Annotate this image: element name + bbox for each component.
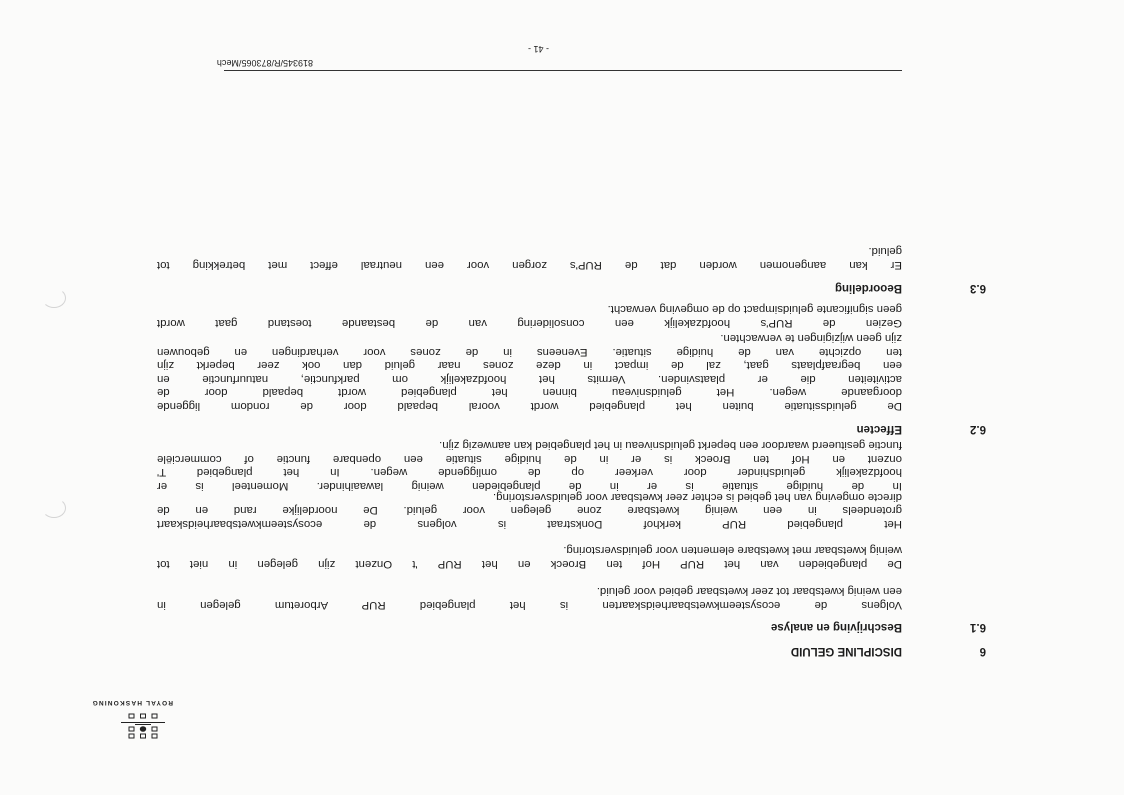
text-line: grotendeels in een weinig kwetsbare zone gelegen voor geluid. De noordelijke rand en de <box>157 504 902 517</box>
text-line: onzent en Hof ten Broeck is er in de huidige situatie een openbare functie of commerciële <box>157 452 902 465</box>
section-title: Effecten <box>856 423 902 435</box>
text-line: directe omgeving van het gebied is echter zeer kwetsbaar voor geluidsverstoring. <box>492 490 902 503</box>
section-number: 6.2 <box>970 423 986 435</box>
text-line: Gezien de RUP's hoofdzakelijk een consolidering van de bestaande toestand gaat wordt <box>157 317 902 329</box>
text-line: activiteiten die er plaatsvinden. Vermits het hoofdzakelijk om parkfunctie, natuurfunctie en <box>157 372 902 385</box>
section-number: 6.1 <box>970 621 986 633</box>
text-line: De geluidssituatie buiten het plangebied wordt vooral bepaald door de rondom liggende <box>157 400 902 412</box>
chapter-number: 6 <box>979 645 986 657</box>
text-line: In de huidige situatie is er in de plangebieden weinig lawaaihinder. Momenteel is er <box>157 480 902 492</box>
text-line: geen significante geluidsimpact op de omgeving verwacht. <box>607 303 902 316</box>
paragraph <box>157 330 902 412</box>
text-line: een weinig kwetsbaar tot zeer kwetsbaar gebied voor geluid. <box>596 585 902 598</box>
royal-haskoning-logo <box>91 699 173 739</box>
logo-mark-icon <box>120 709 166 739</box>
text-line: weinig kwetsbaar met kwetsbare elementen voor geluidsverstoring. <box>563 544 902 557</box>
text-line: ten opzichte van de huidige situatie. Eveneens in de zones voor verhardingen en gebouwen <box>157 345 902 358</box>
page-number: - 41 - <box>527 44 549 54</box>
paragraph <box>157 244 902 271</box>
logo-text: ROYAL HASKONING <box>91 699 173 706</box>
text-line: geluid. <box>868 245 902 258</box>
section-title: Beschrijving en analyse <box>770 621 902 633</box>
text-line: zijn geen wijzigingen te verwachten. <box>720 332 902 345</box>
document-reference: 819345/R/873065/Mech <box>216 58 313 68</box>
text-line: De plangebieden van het RUP Hof ten Broeck en het RUP 't Onzent zijn gelegen in niet tot <box>157 558 902 570</box>
paragraph <box>157 489 902 530</box>
chapter-title: DISCIPLINE GELUID <box>790 645 902 657</box>
paragraph <box>157 302 902 329</box>
paragraph <box>157 543 902 570</box>
section-title: Beoordeling <box>834 282 902 294</box>
text-line: functie gesitueerd waardoor een beperkt geluidsniveau in het plangebied kan aanwezig zijn. <box>439 439 902 452</box>
paragraph <box>157 438 902 492</box>
paragraph <box>157 584 902 611</box>
text-line: Er kan aangenomen worden dat de RUP's zorgen voor een neutraal effect met betrekking tot <box>157 259 902 271</box>
text-line: een begraafplaats gaat, zal de impact in deze zones naar geluid dan ook zeer beperkt zijn <box>157 359 902 372</box>
text-line: Het plangebied RUP kerkhof Donkstraat is volgens de ecosysteemkwetsbaarheidskaart <box>157 518 902 530</box>
section-number: 6.3 <box>970 282 986 294</box>
text-line: hoofdzakelijk geluidshinder door verkeer op de omliggende wegen. In het plangebied T' <box>157 466 902 479</box>
text-line: doorgaande wegen. Het geluidsniveau binnen het plangebied wordt bepaald door de <box>157 386 902 399</box>
footer-divider <box>224 70 902 71</box>
text-line: Volgens de ecosysteemkwetsbaarheidskaarten is het plangebied RUP Arboretum gelegen in <box>157 599 902 611</box>
